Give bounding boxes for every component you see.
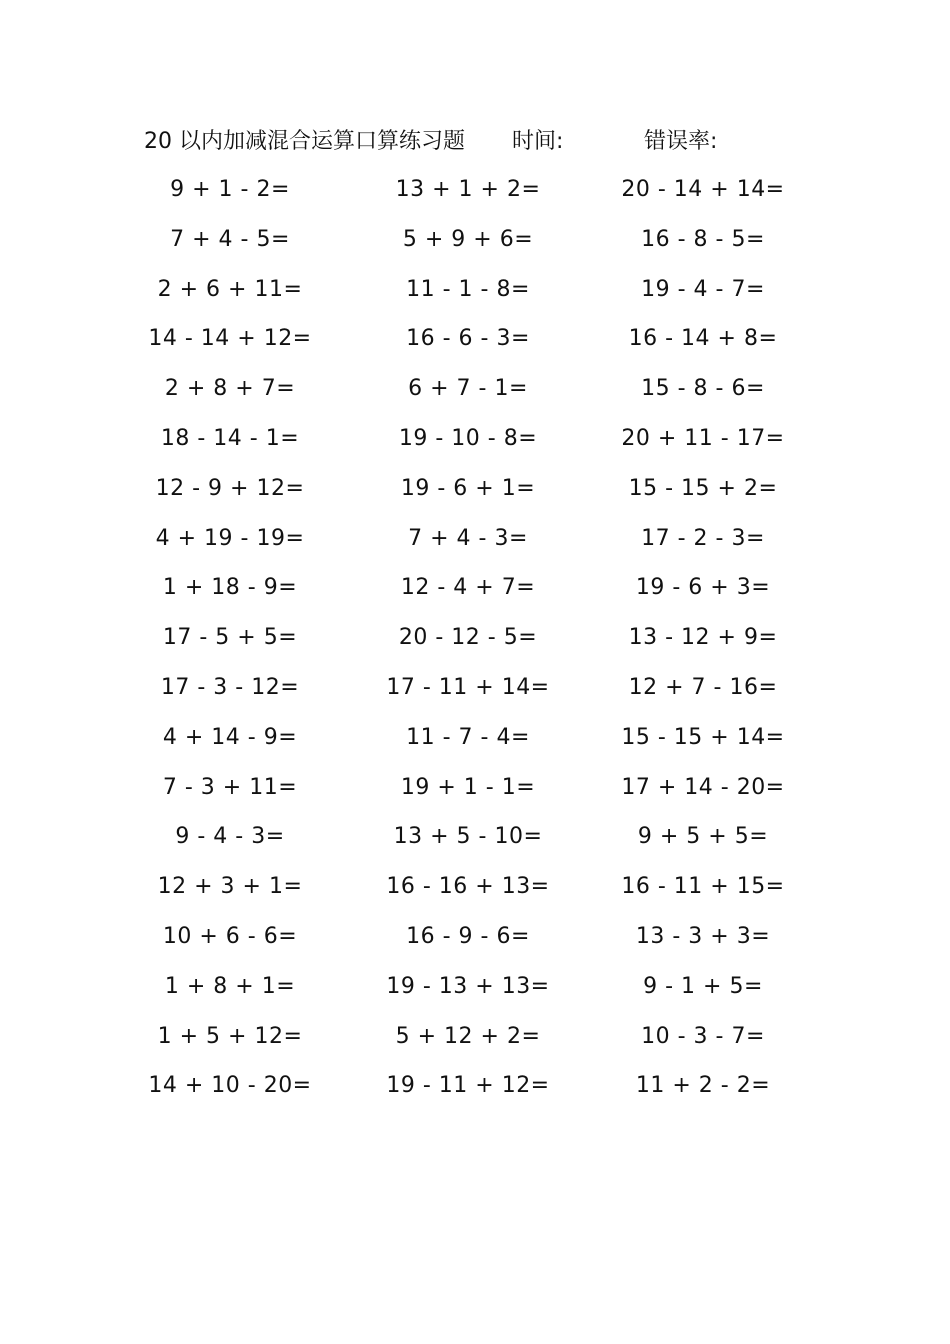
problem-row [0,270,950,320]
math-problem: 11 - 1 - 8= [406,276,530,302]
math-problem: 1 + 8 + 1= [164,973,296,999]
math-problem: 19 - 4 - 7= [641,276,765,302]
math-problem: 17 + 14 - 20= [621,774,785,800]
math-problem: 17 - 11 + 14= [386,674,550,700]
math-problem: 19 - 6 + 1= [400,475,536,501]
math-problem: 17 - 2 - 3= [641,525,765,551]
math-problem: 6 + 7 - 1= [408,376,528,402]
math-problem: 19 - 13 + 13= [386,973,550,999]
problem-row [0,618,950,668]
math-problem: 16 - 11 + 15= [621,874,785,900]
math-problem: 2 + 6 + 11= [157,276,303,302]
math-problem: 13 + 5 - 10= [393,824,543,850]
math-problem: 9 - 1 + 5= [643,973,763,999]
math-problem: 9 - 4 - 3= [175,824,285,850]
math-problem: 14 - 14 + 12= [148,326,312,352]
math-problem: 19 - 10 - 8= [398,425,538,451]
math-problem: 5 + 12 + 2= [395,1023,541,1049]
worksheet-header [144,124,844,160]
math-problem: 7 + 4 - 3= [408,525,528,551]
problem-row [0,319,950,369]
math-problem: 18 - 14 - 1= [160,425,300,451]
math-problem: 15 - 15 + 14= [621,724,785,750]
math-problem: 16 - 14 + 8= [628,326,778,352]
problem-row [0,817,950,867]
error-rate-label: 错误率: [644,129,718,154]
math-problem: 10 - 3 - 7= [641,1023,765,1049]
math-problem: 7 - 3 + 11= [162,774,298,800]
math-problem: 15 - 15 + 2= [628,475,778,501]
problem-row [0,170,950,220]
problem-row [0,568,950,618]
math-problem: 11 + 2 - 2= [635,1073,771,1099]
worksheet-title: 20 以内加减混合运算口算练习题 [144,129,465,154]
problem-row [0,967,950,1017]
problem-row [0,668,950,718]
problem-row [0,867,950,917]
math-problem: 19 - 6 + 3= [635,575,771,601]
problem-row [0,1017,950,1067]
math-problem: 4 + 14 - 9= [162,724,298,750]
math-problem: 19 - 11 + 12= [386,1073,550,1099]
problem-row [0,419,950,469]
math-problem: 13 + 1 + 2= [395,177,541,202]
math-problem: 15 - 8 - 6= [641,376,765,402]
problem-row [0,1066,950,1116]
math-problem: 1 + 18 - 9= [162,575,298,601]
math-problem: 16 - 8 - 5= [641,226,765,252]
math-problem: 10 + 6 - 6= [162,923,298,949]
problem-row [0,519,950,569]
problem-grid [0,170,950,1116]
math-problem: 9 + 1 - 2= [170,177,290,202]
math-problem: 9 + 5 + 5= [637,824,769,850]
math-problem: 13 - 12 + 9= [628,625,778,651]
problem-row [0,917,950,967]
math-problem: 2 + 8 + 7= [164,376,296,402]
math-problem: 17 - 3 - 12= [160,674,300,700]
math-problem: 20 - 12 - 5= [398,625,538,651]
math-problem: 5 + 9 + 6= [402,226,534,252]
math-problem: 20 + 11 - 17= [621,425,785,451]
math-problem: 1 + 5 + 12= [157,1023,303,1049]
math-problem: 11 - 7 - 4= [406,724,530,750]
math-problem: 16 - 9 - 6= [406,923,530,949]
math-problem: 13 - 3 + 3= [635,923,771,949]
math-problem: 20 - 14 + 14= [621,177,785,202]
problem-row [0,469,950,519]
problem-row [0,220,950,270]
math-problem: 12 - 9 + 12= [155,475,305,501]
math-problem: 14 + 10 - 20= [148,1073,312,1099]
math-problem: 4 + 19 - 19= [155,525,305,551]
math-problem: 12 + 3 + 1= [157,874,303,900]
problem-row [0,369,950,419]
math-problem: 16 - 16 + 13= [386,874,550,900]
time-label: 时间: [512,129,564,154]
math-problem: 7 + 4 - 5= [170,226,290,252]
math-problem: 17 - 5 + 5= [162,625,298,651]
math-problem: 12 - 4 + 7= [400,575,536,601]
problem-row [0,718,950,768]
math-problem: 16 - 6 - 3= [406,326,530,352]
math-problem: 12 + 7 - 16= [628,674,778,700]
math-problem: 19 + 1 - 1= [400,774,536,800]
problem-row [0,768,950,818]
